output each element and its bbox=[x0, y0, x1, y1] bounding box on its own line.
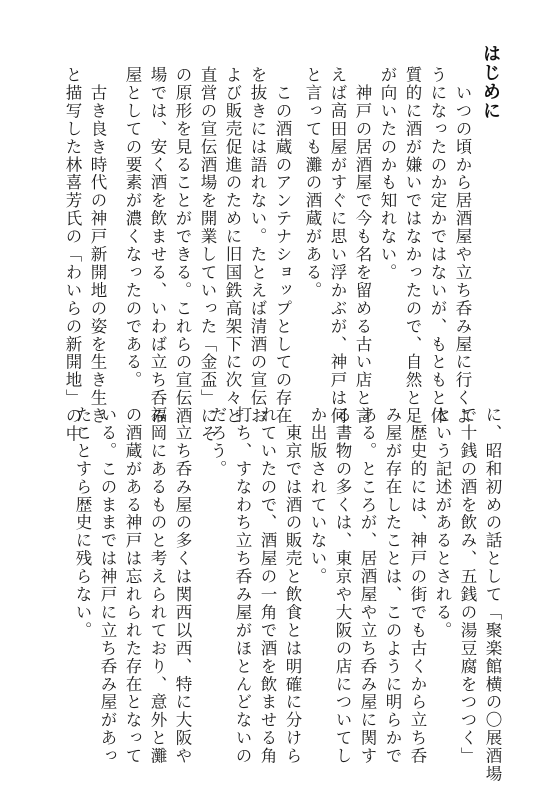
upper-text-column: 古き良き時代の神戸新開地の姿を生き生き bbox=[88, 66, 107, 425]
upper-text-column: が向いたのかも知れない。 bbox=[378, 66, 397, 282]
upper-text-column: うになったのか定かではないが、もともと体 bbox=[428, 66, 447, 425]
lower-text-column: ある。ところが、居酒屋や立ち呑み屋に関す bbox=[358, 406, 377, 765]
lower-text-column: 歴史的には、神戸の街でも古くから立ち呑 bbox=[408, 406, 427, 765]
lower-text-column: 東京では酒の販売と飲食とは明確に分けら bbox=[283, 406, 302, 765]
lower-text-column: いる。このままでは神戸に立ち呑み屋があっ bbox=[98, 406, 117, 765]
upper-text-column: この酒蔵のアンテナショップとしての存在 bbox=[273, 66, 292, 425]
lower-text-column: の酒蔵がある神戸は忘れられた存在となって bbox=[123, 406, 142, 765]
lower-text-column: という記述があるとされる。 bbox=[433, 406, 452, 640]
lower-text-column: れていたので、酒屋の一角で酒を飲ませる角 bbox=[258, 406, 277, 765]
lower-text-column: か出版されていない。 bbox=[308, 406, 327, 586]
upper-text-column: を抜きには語れない。たとえば清酒の宣伝お bbox=[248, 66, 267, 425]
lower-text-column: み屋が存在したことは、このように明らかで bbox=[383, 406, 402, 765]
upper-text-column: えば高田屋がすぐに思い浮かぶが、神戸は何 bbox=[328, 66, 347, 425]
lower-text-column: る書物の多くは、東京や大阪の店についてし bbox=[333, 406, 352, 765]
upper-text-column: 場では、安く酒を飲ませる、いわば立ち呑み bbox=[148, 66, 167, 425]
lower-text-column: に、昭和初めの話として「聚楽館横の〇展酒場 bbox=[483, 406, 502, 783]
upper-text-column: よび販売促進のために旧国鉄高架下に次々と bbox=[223, 66, 242, 425]
upper-text-column: いつの頃から居酒屋や立ち呑み屋に行くよ bbox=[453, 66, 472, 425]
upper-text-column: の原形を見ることができる。これらの宣伝酒 bbox=[173, 66, 192, 425]
lower-text-column: だろう。 bbox=[208, 406, 227, 478]
upper-text-column: 直営の宣伝酒場を開業していった「金盃」にそ bbox=[198, 66, 217, 443]
upper-text-column: と言っても灘の酒蔵がある。 bbox=[303, 66, 322, 300]
upper-text-column: 屋としての要素が濃くなったのである。 bbox=[123, 66, 142, 390]
lower-text-column: たことすら歴史に残らない。 bbox=[73, 406, 92, 640]
lower-text-column: 立ち呑み屋の多くは関西以西、特に大阪や bbox=[173, 406, 192, 765]
lower-text-column: 打ち、すなわち立ち呑み屋がほとんどないの bbox=[233, 406, 252, 765]
lower-text-column: で十銭の酒を飲み、五銭の湯豆腐をつつく」 bbox=[458, 406, 477, 765]
page-heading: はじめに bbox=[480, 44, 501, 120]
upper-text-column: 神戸の居酒屋で今も名を留める古い店と言 bbox=[353, 66, 372, 425]
lower-text-column: 福岡にあるものと考えられており、意外と灘 bbox=[148, 406, 167, 765]
upper-text-column: 質的に酒が嫌いではなかったので、自然と足 bbox=[403, 66, 422, 425]
upper-text-column: と描写した林喜芳氏の「わいらの新開地」の中 bbox=[63, 66, 82, 443]
